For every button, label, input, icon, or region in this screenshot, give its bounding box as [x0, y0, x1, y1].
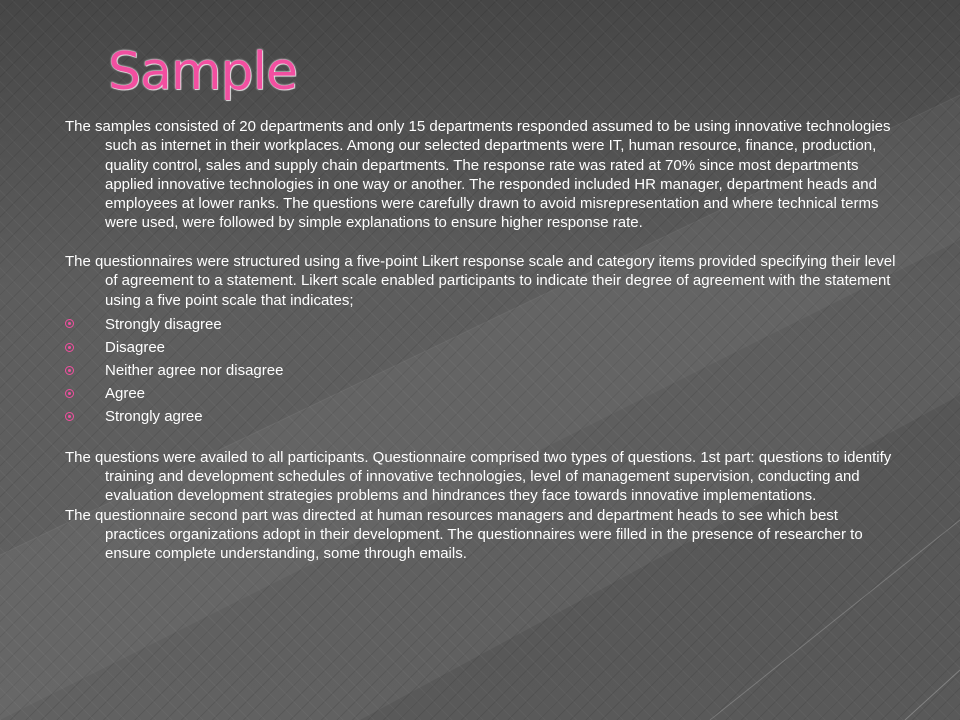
list-item: [65, 313, 900, 336]
list-item-label: Neither agree nor disagree: [105, 362, 284, 380]
list-item: [65, 382, 900, 405]
list-item: [65, 336, 900, 359]
paragraph-second-part: The questionnaire second part was directed at human resources managers and department heads to see which best practices organizations adopt in their development. The questionnaires were filled in the presence of researcher to ensure complete understanding, some through emails.: [65, 506, 863, 563]
paragraph-spacer: [65, 428, 900, 447]
paragraph-sample-description: The samples consisted of 20 departments and only 15 departments responded assumed to be using innovative technologies such as internet in their workplaces. Among our selected departments were IT, human resource, finance, production, quality control, sales and supply chain departments. The response rate was rated at 70% since most departments applied innovative technologies in one way or another. The responded included HR manager, department heads and employees at lower ranks. The questions were carefully drawn to avoid misrepresentation and where technical terms were used, were followed by simple explanations to ensure higher response rate.: [65, 118, 891, 232]
list-item-label: Strongly agree: [105, 408, 203, 426]
paragraph-question-types: The questions were availed to all participants. Questionnaire comprised two types of questions. 1st part: questions to identify training and development schedules of innovative technologies, level of management supervision, conducting and evaluation development strategies problems and hindrances they face towards innovative implementations.: [65, 448, 892, 505]
circle-bullet-icon: [65, 366, 74, 375]
likert-scale-list: [65, 313, 900, 428]
slide-body: [65, 117, 900, 564]
list-item-label: Agree: [105, 385, 146, 403]
circle-bullet-icon: [65, 412, 74, 421]
list-item: [65, 405, 900, 428]
paragraph-likert-intro: The questionnaires were structured using a five-point Likert response scale and category items provided specifying their level of agreement to a statement. Likert scale enabled participants to indicate their degree of agreement with the statement using a five point scale that indicates;: [65, 253, 896, 309]
list-item-label: Disagree: [105, 339, 166, 357]
paragraph-spacer: [65, 233, 900, 252]
slide-title: Sample: [108, 42, 297, 102]
list-item-label: Strongly disagree: [105, 315, 222, 333]
circle-bullet-icon: [65, 319, 74, 328]
circle-bullet-icon: [65, 389, 74, 398]
circle-bullet-icon: [65, 343, 74, 352]
list-item: [65, 359, 900, 382]
